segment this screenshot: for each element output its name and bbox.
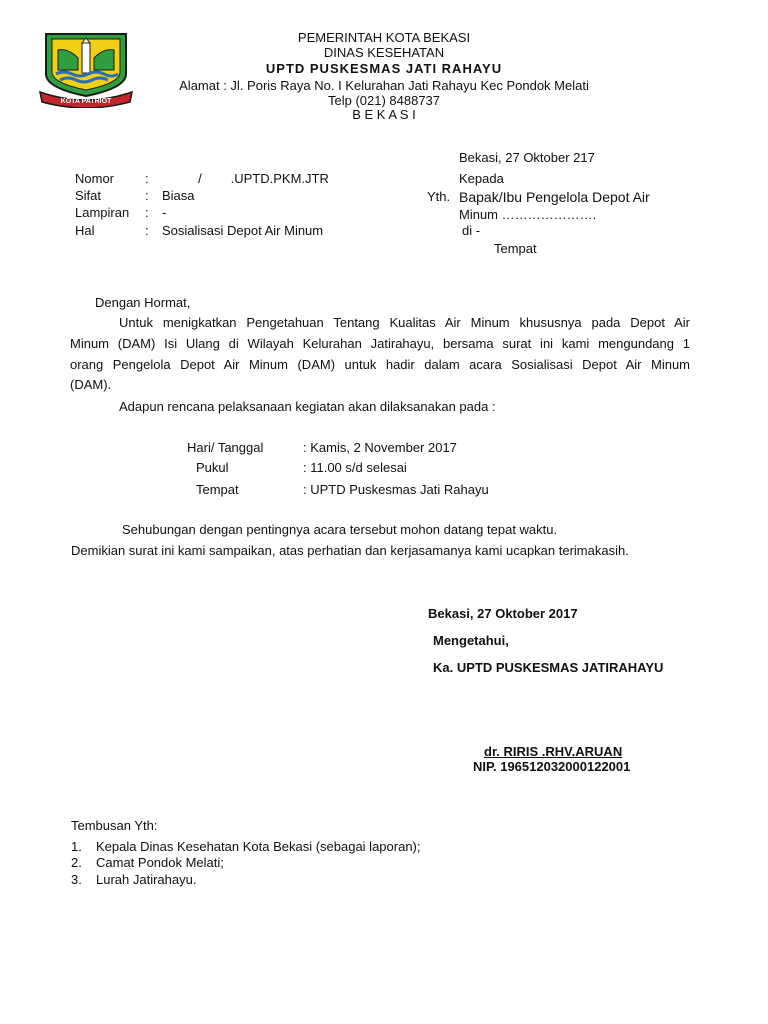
greeting: Dengan Hormat, <box>95 295 191 310</box>
paragraph-4: Demikian surat ini kami sampaikan, atas perhatian dan kerjasamanya kami ucapkan terimakasih. <box>71 543 629 558</box>
meta-value: - <box>162 205 167 220</box>
date-top: Bekasi, 27 Oktober 217 <box>459 150 595 165</box>
tembusan-title: Tembusan Yth: <box>71 818 158 833</box>
header-line-1: PEMERINTAH KOTA BEKASI <box>297 30 471 45</box>
schedule-label: Pukul <box>196 460 229 475</box>
tembusan-item: Camat Pondok Melati; <box>96 855 224 870</box>
schedule-label: Hari/ Tanggal <box>187 440 264 455</box>
header-phone: Telp (021) 8488737 <box>327 93 441 108</box>
header-line-3: UPTD PUSKESMAS JATI RAHAYU <box>265 61 503 76</box>
header-city: B E K A S I <box>352 107 416 122</box>
svg-text:KOTA PATRIOT: KOTA PATRIOT <box>60 98 112 105</box>
meta-colon: : <box>145 188 149 203</box>
schedule-value: : 11.00 s/d selesai <box>303 460 407 475</box>
tembusan-num: 1. <box>71 839 82 854</box>
paragraph-3: Sehubungan dengan pentingnya acara tersebut mohon datang tepat waktu. <box>122 522 558 537</box>
recipient-yth: Yth. <box>427 189 451 204</box>
tembusan-item: Lurah Jatirahayu. <box>96 872 197 887</box>
recipient-kepada: Kepada <box>459 171 504 186</box>
schedule-label: Tempat <box>196 482 239 497</box>
signature-mengetahui: Mengetahui, <box>433 633 509 648</box>
paragraph-2: Adapun rencana pelaksanaan kegiatan akan dilaksanakan pada : <box>119 399 496 414</box>
header-line-2: DINAS KESEHATAN <box>323 45 445 60</box>
signature-name: dr. RIRIS .RHV.ARUAN <box>484 744 623 759</box>
paragraph-1-line-1: Untuk menigkatkan Pengetahuan Tentang Kualitas Air Minum khususnya pada Depot Air <box>119 315 690 330</box>
header-address: Alamat : Jl. Poris Raya No. I Kelurahan Jati Rahayu Kec Pondok Melati <box>179 78 589 93</box>
paragraph-1-line-3: orang Pengelola Depot Air Minum (DAM) untuk hadir dalam acara Sosialisasi Depot Air Minum <box>70 357 690 372</box>
recipient-name-line-1: Bapak/Ibu Pengelola Depot Air <box>459 189 650 205</box>
meta-value: / .UPTD.PKM.JTR <box>162 171 329 186</box>
meta-value: Biasa <box>162 188 195 203</box>
tembusan-num: 3. <box>71 872 82 887</box>
signature-position: Ka. UPTD PUSKESMAS JATIRAHAYU <box>433 660 664 675</box>
meta-colon: : <box>145 205 149 220</box>
recipient-di: di - <box>462 223 481 238</box>
tembusan-num: 2. <box>71 855 82 870</box>
paragraph-1-line-2: Minum (DAM) Isi Ulang di Wilayah Kelurahan Jatirahayu, bersama surat ini kami mengundang 1 <box>70 336 690 351</box>
meta-label: Lampiran <box>75 205 130 220</box>
meta-colon: : <box>145 171 149 186</box>
schedule-value: : UPTD Puskesmas Jati Rahayu <box>303 482 489 497</box>
meta-value: Sosialisasi Depot Air Minum <box>162 223 324 238</box>
paragraph-1-line-4: (DAM). <box>70 377 112 392</box>
meta-label: Nomor <box>75 171 115 186</box>
recipient-name-line-2: Minum …………………. <box>459 207 597 222</box>
meta-label: Hal <box>75 223 95 238</box>
meta-label: Sifat <box>75 188 102 203</box>
signature-date: Bekasi, 27 Oktober 2017 <box>428 606 578 621</box>
meta-colon: : <box>145 223 149 238</box>
tembusan-item: Kepala Dinas Kesehatan Kota Bekasi (sebagai laporan); <box>96 839 421 854</box>
recipient-tempat: Tempat <box>494 241 537 256</box>
signature-nip: NIP. 196512032000122001 <box>473 759 631 774</box>
schedule-value: : Kamis, 2 November 2017 <box>303 440 457 455</box>
